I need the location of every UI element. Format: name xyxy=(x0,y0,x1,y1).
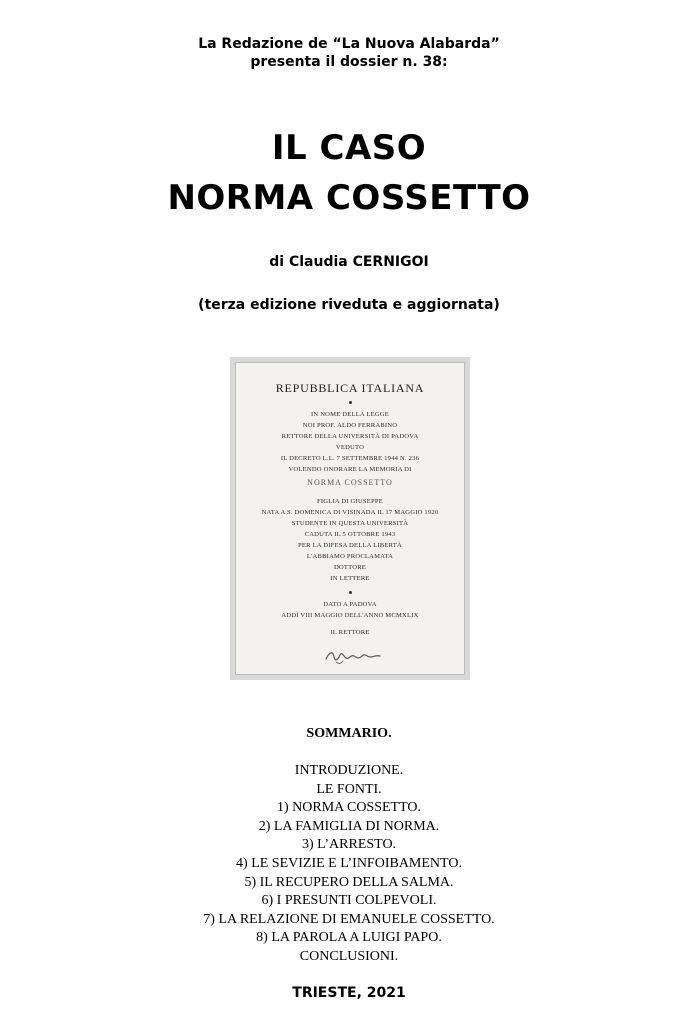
diploma-line: IN LETTERE xyxy=(330,575,370,582)
diploma-line: PER LA DIFESA DELLA LIBERTÀ xyxy=(298,542,402,549)
toc-item: 5) IL RECUPERO DELLA SALMA. xyxy=(244,874,454,890)
toc-item: CONCLUSIONI. xyxy=(299,948,399,964)
publisher-line: La Redazione de “La Nuova Alabarda” xyxy=(198,36,500,52)
diploma-line: RETTORE DELLA UNIVERSITÀ DI PADOVA xyxy=(281,433,419,440)
toc-item: 1) NORMA COSSETTO. xyxy=(276,800,422,816)
toc-item: INTRODUZIONE. xyxy=(294,763,404,778)
document-title-line-2: NORMA COSSETTO xyxy=(167,178,531,218)
diploma-line: DATO A PADOVA xyxy=(323,601,377,608)
dossier-number-line: presenta il dossier n. 38: xyxy=(250,54,448,70)
diploma-honoree-name: NORMA COSSETTO xyxy=(307,478,393,487)
diploma-ornament-dot xyxy=(349,591,352,594)
diploma-heading: REPUBBLICA ITALIANA xyxy=(275,381,425,395)
diploma-line: FIGLIA DI GIUSEPPE xyxy=(317,498,383,505)
diploma-line: ADDÌ VIII MAGGIO DELL'ANNO MCMXLIX xyxy=(281,612,419,619)
summary-title: SOMMARIO. xyxy=(306,726,392,741)
diploma-line: L'ABBIAMO PROCLAMATA xyxy=(306,553,394,560)
diploma-line: IN NOME DELLA LEGGE xyxy=(311,411,389,418)
diploma-image xyxy=(230,357,470,680)
rector-signature xyxy=(324,645,382,667)
diploma-paper xyxy=(235,362,465,675)
diploma-line: VEDUTO xyxy=(335,444,365,451)
diploma-line: NOI PROF. ALDO FERRABINO xyxy=(302,422,398,429)
document-title-line-1: IL CASO xyxy=(271,128,427,168)
author-line: di Claudia CERNIGOI xyxy=(269,254,429,270)
diploma-line: VOLENDO ONORARE LA MEMORIA DI xyxy=(288,466,412,473)
table-of-contents xyxy=(0,762,698,967)
diploma-signer-label: IL RETTORE xyxy=(330,629,370,636)
toc-item: 3) L’ARRESTO. xyxy=(301,837,397,853)
edition-note: (terza edizione riveduta e aggiornata) xyxy=(198,297,500,313)
toc-item: 8) LA PAROLA A LUIGI PAPO. xyxy=(256,930,442,946)
diploma-line: STUDENTE IN QUESTA UNIVERSITÀ xyxy=(291,520,409,527)
diploma-line: DOTTORE xyxy=(333,564,367,571)
toc-item: 7) LA RELAZIONE DI EMANUELE COSSETTO. xyxy=(203,911,495,927)
diploma-ornament-dot xyxy=(349,401,352,404)
diploma-line: IL DECRETO L.L. 7 SETTEMBRE 1944 N. 236 xyxy=(280,455,420,462)
toc-item: 4) LE SEVIZIE E L’INFOIBAMENTO. xyxy=(236,855,462,871)
diploma-line: CADUTA IL 5 OTTOBRE 1943 xyxy=(304,531,396,538)
toc-item: LE FONTI. xyxy=(316,781,382,797)
toc-item: 6) I PRESUNTI COLPEVOLI. xyxy=(261,893,437,909)
place-and-year: TRIESTE, 2021 xyxy=(292,985,406,1001)
toc-item: 2) LA FAMIGLIA DI NORMA. xyxy=(258,818,440,834)
diploma-line: NATA A S. DOMENICA DI VISINADA IL 17 MAGGIO 1920 xyxy=(261,509,439,516)
